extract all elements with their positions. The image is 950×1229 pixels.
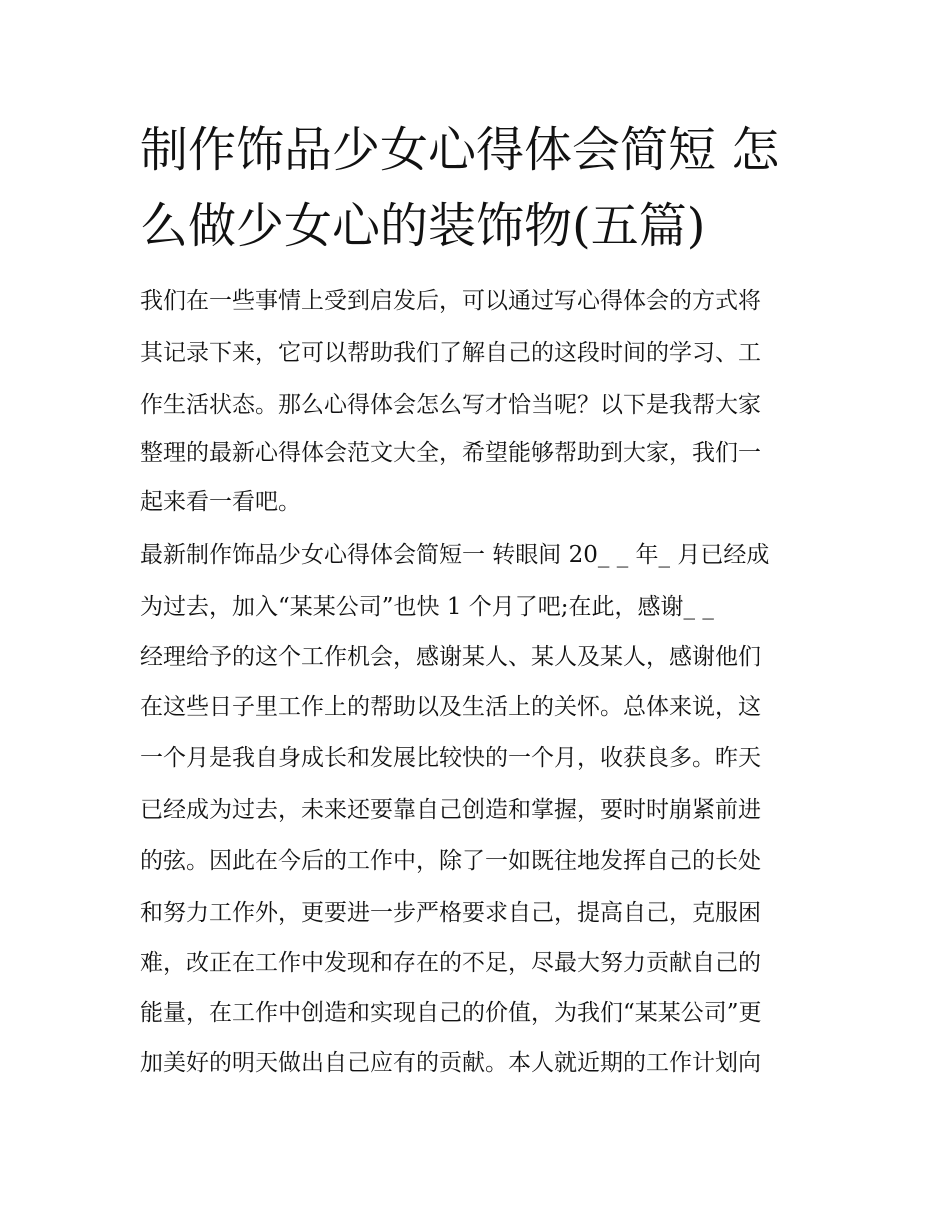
document-title (140, 112, 815, 264)
body-line-1: 最新制作饰品少女心得体会简短一 转眼间 20_ _ 年_ 月已经成 (140, 542, 770, 568)
intro-line-3: 作生活状态。那么心得体会怎么写才恰当呢？以下是我帮大家 (140, 392, 761, 418)
body-line-9: 难，改正在工作中发现和存在的不足，尽最大努力贡献自己的 (140, 950, 761, 976)
body-line-11: 加美好的明天做出自己应有的贡献。本人就近期的工作计划向 (140, 1050, 761, 1076)
body-line-3: 经理给予的这个工作机会，感谢某人、某人及某人，感谢他们 (140, 644, 761, 670)
title-line-1: 制作饰品少女心得体会简短 怎 (140, 122, 780, 178)
body-line-8: 和努力工作外，更要进一步严格要求自己，提高自己，克服困 (140, 900, 761, 926)
intro-line-1: 我们在一些事情上受到启发后，可以通过写心得体会的方式将 (140, 288, 761, 314)
intro-line-5: 起来看一看吧。 (140, 489, 301, 515)
body-line-10: 能量，在工作中创造和实现自己的价值，为我们“某某公司”更 (140, 1000, 762, 1026)
body-line-7: 的弦。因此在今后的工作中，除了一如既往地发挥自己的长处 (140, 848, 761, 874)
body-line-4: 在这些日子里工作上的帮助以及生活上的关怀。总体来说，这 (140, 694, 761, 720)
body-line-6: 已经成为过去，未来还要靠自己创造和掌握，要时时崩紧前进 (140, 797, 761, 823)
title-line-2: 么做少女心的装饰物(五篇) (140, 198, 706, 254)
body-line-5: 一个月是我自身成长和发展比较快的一个月，收获良多。昨天 (140, 745, 761, 771)
intro-line-2: 其记录下来，它可以帮助我们了解自己的这段时间的学习、工 (140, 340, 761, 366)
body-line-2: 为过去，加入“某某公司”也快 1 个月了吧;在此，感谢_ _ (140, 594, 714, 620)
intro-line-4: 整理的最新心得体会范文大全，希望能够帮助到大家，我们一 (140, 440, 761, 466)
